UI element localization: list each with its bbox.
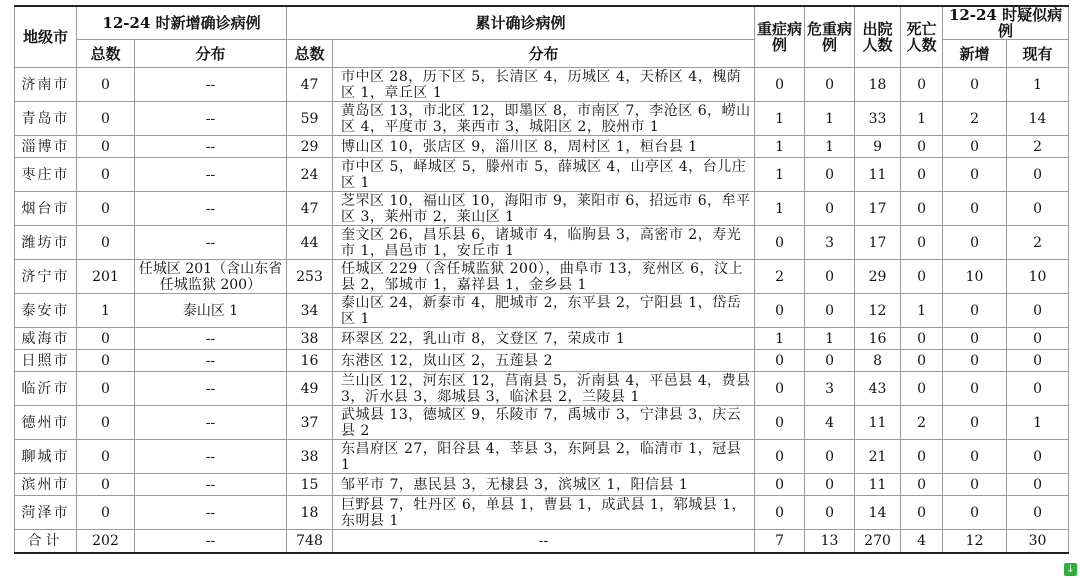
cell-suspect-current: 0: [1007, 158, 1069, 192]
cell-suspect-current: 0: [1007, 328, 1069, 350]
cell-cum-dist: 武城县 13，德城区 9，乐陵市 7，禹城市 3，宁津县 3，庆云县 2: [333, 406, 755, 440]
table-row: [15, 440, 1069, 474]
cell-cum-dist: 奎文区 26，昌乐县 6，诸城市 4，临朐县 3，高密市 2，寿光市 1，昌邑市 1，安丘市 1: [333, 226, 755, 260]
cell-new-total: 0: [77, 328, 135, 350]
cell-cum-total: 34: [287, 294, 333, 328]
cell-cum-dist: 东昌府区 27，阳谷县 4，莘县 3，东阿县 2，临清市 1，冠县 1: [333, 440, 755, 474]
cell-cum-dist: 黄岛区 13，市北区 12，即墨区 8，市南区 7，李沧区 6，崂山区 4，平度市 3，莱西市 3，城阳区 2，胶州市 1: [333, 102, 755, 136]
cell-city: 合计: [15, 530, 77, 554]
cell-new-total: 0: [77, 192, 135, 226]
cell-discharged: 33: [855, 102, 901, 136]
header-suspect-new: 新增: [943, 40, 1007, 68]
cell-cum-total: 24: [287, 158, 333, 192]
cell-new-dist: --: [135, 226, 287, 260]
cell-severe: 1: [755, 158, 805, 192]
cell-deaths: 0: [901, 136, 943, 158]
cell-severe: 0: [755, 294, 805, 328]
cell-suspect-current: 0: [1007, 474, 1069, 496]
cell-new-total: 0: [77, 474, 135, 496]
cell-severe: 1: [755, 102, 805, 136]
cell-severe: 0: [755, 372, 805, 406]
cell-cum-dist: 市中区 5，峄城区 5，滕州市 5，薛城区 4，山亭区 4，台儿庄区 1: [333, 158, 755, 192]
cell-suspect-current: 1: [1007, 406, 1069, 440]
cell-discharged: 18: [855, 68, 901, 102]
cell-suspect-new: 2: [943, 102, 1007, 136]
cell-discharged: 43: [855, 372, 901, 406]
cell-suspect-new: 0: [943, 68, 1007, 102]
cell-suspect-new: 0: [943, 406, 1007, 440]
header-region: 地级市: [15, 6, 77, 68]
cell-critical: 0: [805, 474, 855, 496]
cell-severe: 2: [755, 260, 805, 294]
cell-cum-total: 49: [287, 372, 333, 406]
cell-new-dist: --: [135, 158, 287, 192]
cell-deaths: 0: [901, 192, 943, 226]
cell-critical: 0: [805, 68, 855, 102]
cell-new-total: 0: [77, 68, 135, 102]
cell-cum-total: 47: [287, 68, 333, 102]
cell-cum-total: 748: [287, 530, 333, 554]
cell-cum-dist: 市中区 28，历下区 5，长清区 4，历城区 4，天桥区 4，槐荫区 1，章丘区 1: [333, 68, 755, 102]
cell-severe: 0: [755, 440, 805, 474]
cell-suspect-new: 0: [943, 294, 1007, 328]
table-row: [15, 192, 1069, 226]
cell-critical: 0: [805, 158, 855, 192]
cell-discharged: 16: [855, 328, 901, 350]
cell-suspect-current: 0: [1007, 372, 1069, 406]
cell-suspect-current: 2: [1007, 136, 1069, 158]
cell-discharged: 8: [855, 350, 901, 372]
cell-deaths: 0: [901, 68, 943, 102]
header-new-distribution: 分布: [135, 40, 287, 68]
cell-city: 青岛市: [15, 102, 77, 136]
cell-cum-total: 44: [287, 226, 333, 260]
cell-new-total: 0: [77, 226, 135, 260]
cell-deaths: 0: [901, 372, 943, 406]
cell-new-dist: --: [135, 440, 287, 474]
cell-cum-dist: 巨野县 7，牡丹区 6，单县 1，曹县 1，成武县 1，郓城县 1，东明县 1: [333, 496, 755, 530]
cell-cum-total: 15: [287, 474, 333, 496]
cell-critical: 4: [805, 406, 855, 440]
cell-cum-dist: 环翠区 22，乳山市 8，文登区 7，荣成市 1: [333, 328, 755, 350]
cell-city: 聊城市: [15, 440, 77, 474]
cell-city: 济宁市: [15, 260, 77, 294]
header-new-total: 总数: [77, 40, 135, 68]
cell-critical: 13: [805, 530, 855, 554]
table-row: [15, 474, 1069, 496]
cell-new-dist: --: [135, 496, 287, 530]
cell-cum-dist: 任城区 229（含任城监狱 200），曲阜市 13，兖州区 6，汶上县 2，邹城市 1，嘉祥县 1，金乡县 1: [333, 260, 755, 294]
header-new-confirmed: 12-24 时新增确诊病例: [77, 6, 287, 40]
header-cumulative: 累计确诊病例: [287, 6, 755, 40]
cell-suspect-new: 0: [943, 158, 1007, 192]
header-critical: 危重病例: [805, 6, 855, 68]
table-row: [15, 350, 1069, 372]
cell-cum-total: 16: [287, 350, 333, 372]
cell-cum-total: 47: [287, 192, 333, 226]
cell-cum-dist: 泰山区 24，新泰市 4，肥城市 2，东平县 2，宁阳县 1，岱岳区 1: [333, 294, 755, 328]
cell-new-dist: --: [135, 350, 287, 372]
cell-cum-dist: 邹平市 7，惠民县 3，无棣县 3，滨城区 1，阳信县 1: [333, 474, 755, 496]
cell-suspect-new: 0: [943, 350, 1007, 372]
cell-new-dist: --: [135, 406, 287, 440]
cell-critical: 0: [805, 294, 855, 328]
cell-new-total: 0: [77, 440, 135, 474]
cell-cum-dist: 博山区 10，张店区 9，淄川区 8，周村区 1，桓台县 1: [333, 136, 755, 158]
cell-city: 济南市: [15, 68, 77, 102]
header-suspect-current: 现有: [1007, 40, 1069, 68]
cell-new-total: 0: [77, 158, 135, 192]
table-row: [15, 68, 1069, 102]
cell-suspect-current: 2: [1007, 226, 1069, 260]
cell-suspect-new: 0: [943, 226, 1007, 260]
cell-critical: 3: [805, 226, 855, 260]
cell-severe: 0: [755, 406, 805, 440]
cell-discharged: 9: [855, 136, 901, 158]
cell-new-dist: --: [135, 530, 287, 554]
cell-city: 德州市: [15, 406, 77, 440]
cell-cum-total: 29: [287, 136, 333, 158]
cell-suspect-current: 0: [1007, 440, 1069, 474]
cell-suspect-new: 0: [943, 136, 1007, 158]
header-discharged: 出院人数: [855, 6, 901, 68]
cell-critical: 0: [805, 440, 855, 474]
cell-suspect-current: 14: [1007, 102, 1069, 136]
cell-suspect-new: 10: [943, 260, 1007, 294]
cell-city: 滨州市: [15, 474, 77, 496]
cell-discharged: 17: [855, 192, 901, 226]
cell-suspect-new: 0: [943, 328, 1007, 350]
cell-severe: 1: [755, 136, 805, 158]
cell-city: 威海市: [15, 328, 77, 350]
cell-new-dist: --: [135, 328, 287, 350]
cell-city: 枣庄市: [15, 158, 77, 192]
cell-severe: 0: [755, 68, 805, 102]
cell-critical: 1: [805, 328, 855, 350]
cell-new-total: 0: [77, 350, 135, 372]
cell-new-total: 0: [77, 102, 135, 136]
cell-discharged: 11: [855, 158, 901, 192]
cell-severe: 7: [755, 530, 805, 554]
cell-new-dist: 泰山区 1: [135, 294, 287, 328]
cell-new-dist: --: [135, 192, 287, 226]
cell-critical: 0: [805, 260, 855, 294]
cell-new-total: 0: [77, 406, 135, 440]
cell-suspect-new: 0: [943, 192, 1007, 226]
cell-discharged: 11: [855, 406, 901, 440]
cell-city: 临沂市: [15, 372, 77, 406]
table-row: [15, 136, 1069, 158]
cell-severe: 0: [755, 350, 805, 372]
cell-suspect-new: 0: [943, 440, 1007, 474]
cell-severe: 0: [755, 226, 805, 260]
cell-cum-dist: 兰山区 12，河东区 12，莒南县 5，沂南县 4，平邑县 4，费县 3，沂水县 3，郯城县 3，临沭县 2，兰陵县 1: [333, 372, 755, 406]
header-suspected: 12-24 时疑似病例: [943, 6, 1069, 40]
table-row: [15, 406, 1069, 440]
cell-cum-total: 59: [287, 102, 333, 136]
cell-suspect-current: 0: [1007, 496, 1069, 530]
cell-discharged: 17: [855, 226, 901, 260]
cell-city: 淄博市: [15, 136, 77, 158]
cell-deaths: 0: [901, 226, 943, 260]
cell-suspect-current: 1: [1007, 68, 1069, 102]
cell-suspect-new: 0: [943, 496, 1007, 530]
cell-new-dist: --: [135, 474, 287, 496]
cell-critical: 0: [805, 350, 855, 372]
covid-case-table: [14, 5, 1069, 554]
cell-new-dist: --: [135, 68, 287, 102]
cell-deaths: 0: [901, 440, 943, 474]
cell-new-dist: --: [135, 372, 287, 406]
cell-deaths: 0: [901, 158, 943, 192]
table-row: [15, 294, 1069, 328]
cell-cum-total: 37: [287, 406, 333, 440]
cell-deaths: 4: [901, 530, 943, 554]
cell-suspect-new: 0: [943, 372, 1007, 406]
table-body: [15, 68, 1069, 554]
cell-deaths: 0: [901, 350, 943, 372]
cell-city: 菏泽市: [15, 496, 77, 530]
cell-deaths: 0: [901, 496, 943, 530]
cell-deaths: 1: [901, 102, 943, 136]
cell-cum-dist: --: [333, 530, 755, 554]
cell-cum-total: 253: [287, 260, 333, 294]
cell-critical: 0: [805, 496, 855, 530]
cell-suspect-current: 10: [1007, 260, 1069, 294]
cell-city: 烟台市: [15, 192, 77, 226]
cell-suspect-new: 0: [943, 474, 1007, 496]
cell-new-total: 0: [77, 136, 135, 158]
cell-new-total: 201: [77, 260, 135, 294]
cell-critical: 1: [805, 102, 855, 136]
down-arrow-icon[interactable]: ↓: [1064, 563, 1077, 576]
table-row: [15, 372, 1069, 406]
cell-deaths: 2: [901, 406, 943, 440]
cell-cum-dist: 东港区 12，岚山区 2，五莲县 2: [333, 350, 755, 372]
cell-deaths: 1: [901, 294, 943, 328]
cell-suspect-current: 0: [1007, 192, 1069, 226]
cell-severe: 0: [755, 474, 805, 496]
cell-cum-dist: 芝罘区 10，福山区 10，海阳市 9，莱阳市 6，招远市 6，牟平区 3，莱州市 2，莱山区 1: [333, 192, 755, 226]
cell-severe: 0: [755, 496, 805, 530]
cell-new-dist: --: [135, 136, 287, 158]
cell-suspect-new: 12: [943, 530, 1007, 554]
table-row: [15, 102, 1069, 136]
cell-discharged: 14: [855, 496, 901, 530]
cell-critical: 0: [805, 192, 855, 226]
cell-critical: 3: [805, 372, 855, 406]
cell-new-total: 0: [77, 496, 135, 530]
cell-suspect-current: 0: [1007, 294, 1069, 328]
cell-new-total: 0: [77, 372, 135, 406]
table-row: [15, 328, 1069, 350]
cell-cum-total: 38: [287, 328, 333, 350]
cell-city: 泰安市: [15, 294, 77, 328]
header-cum-total: 总数: [287, 40, 333, 68]
header-deaths: 死亡人数: [901, 6, 943, 68]
cell-city: 日照市: [15, 350, 77, 372]
cell-new-dist: 任城区 201（含山东省任城监狱 200）: [135, 260, 287, 294]
cell-severe: 1: [755, 328, 805, 350]
cell-critical: 1: [805, 136, 855, 158]
cell-cum-total: 18: [287, 496, 333, 530]
cell-suspect-current: 30: [1007, 530, 1069, 554]
cell-discharged: 29: [855, 260, 901, 294]
cell-cum-total: 38: [287, 440, 333, 474]
total-row: [15, 530, 1069, 554]
cell-deaths: 0: [901, 260, 943, 294]
table-row: [15, 260, 1069, 294]
cell-severe: 1: [755, 192, 805, 226]
cell-discharged: 12: [855, 294, 901, 328]
cell-discharged: 11: [855, 474, 901, 496]
cell-deaths: 0: [901, 474, 943, 496]
cell-new-total: 1: [77, 294, 135, 328]
header-severe: 重症病例: [755, 6, 805, 68]
cell-discharged: 270: [855, 530, 901, 554]
cell-deaths: 0: [901, 328, 943, 350]
cell-new-total: 202: [77, 530, 135, 554]
cell-discharged: 21: [855, 440, 901, 474]
table-row: [15, 496, 1069, 530]
header-cum-distribution: 分布: [333, 40, 755, 68]
table-row: [15, 158, 1069, 192]
table-header: [15, 6, 1069, 68]
cell-new-dist: --: [135, 102, 287, 136]
cell-suspect-current: 0: [1007, 350, 1069, 372]
table-row: [15, 226, 1069, 260]
cell-city: 潍坊市: [15, 226, 77, 260]
